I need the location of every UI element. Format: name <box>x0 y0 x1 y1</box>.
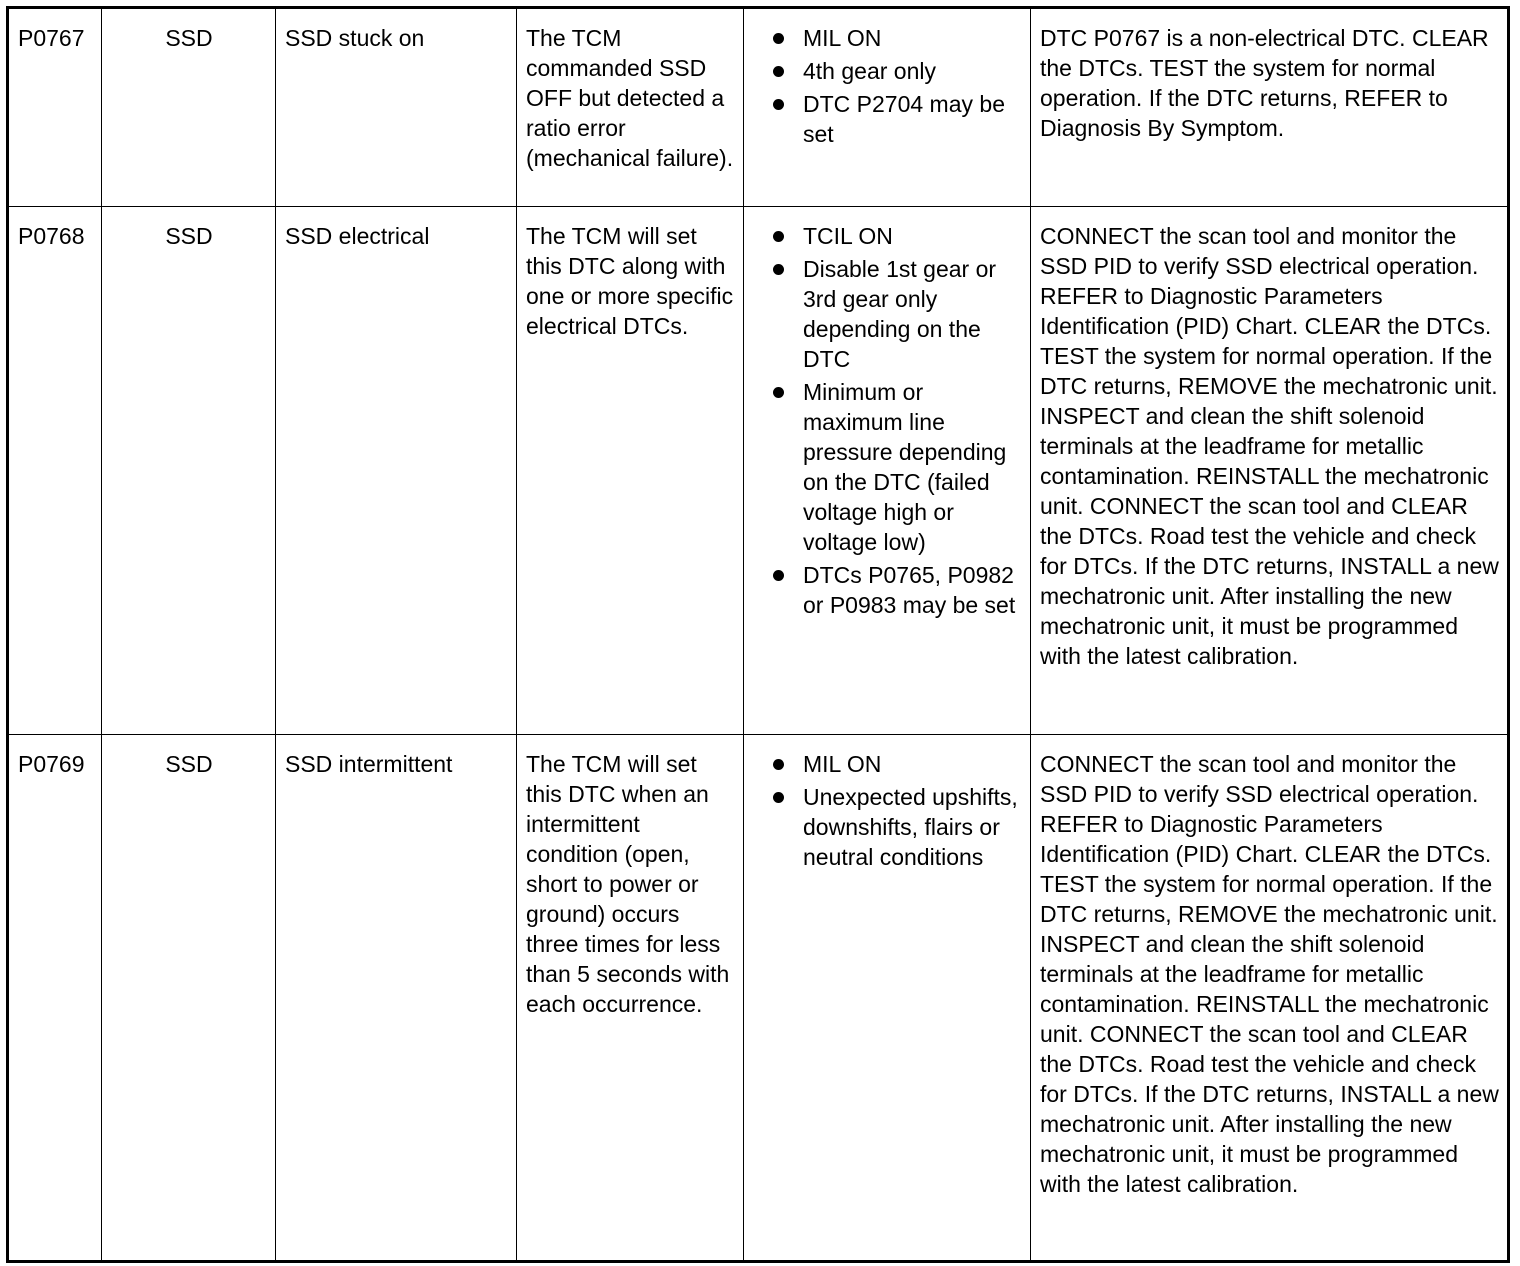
list-item <box>753 560 1022 620</box>
symptom-text: DTC P2704 may be set <box>803 91 1005 147</box>
list-item <box>753 89 1022 149</box>
bullet-icon <box>773 231 784 242</box>
symptom-text: Minimum or maximum line pressure depending on the DTC (failed voltage high or voltage low) <box>803 379 1007 555</box>
dtc-condition: The TCM will set this DTC along with one or more specific electrical DTCs. <box>517 207 744 735</box>
list-item <box>753 56 1022 86</box>
dtc-action: CONNECT the scan tool and monitor the SSD PID to verify SSD electrical operation. REFER to Diagnostic Parameters Identification (PID) Chart. CLEAR the DTCs. TEST the system for normal operation. If the DTC returns, REMOVE the mechatronic unit. INSPECT and clean the shift solenoid terminals at the leadframe for metallic contamination. REINSTALL the mechatronic unit. CONNECT the scan tool and CLEAR the DTCs. Road test the vehicle and check for DTCs. If the DTC returns, INSTALL a new mechatronic unit. After installing the new mechatronic unit, it must be programmed with the latest calibration. <box>1031 735 1509 1262</box>
list-item <box>753 254 1022 374</box>
list-item <box>753 221 1022 251</box>
table-row <box>8 8 1509 207</box>
symptom-text: Unexpected upshifts, downshifts, flairs or neutral conditions <box>803 784 1018 870</box>
bullet-icon <box>773 66 784 77</box>
dtc-code: P0768 <box>8 207 102 735</box>
dtc-system: SSD <box>102 207 276 735</box>
dtc-condition: The TCM commanded SSD OFF but detected a ratio error (mechanical failure). <box>517 8 744 207</box>
symptom-text: 4th gear only <box>803 58 936 84</box>
dtc-description: SSD intermittent <box>276 735 517 1262</box>
list-item <box>753 749 1022 779</box>
dtc-action: CONNECT the scan tool and monitor the SSD PID to verify SSD electrical operation. REFER to Diagnostic Parameters Identification (PID) Chart. CLEAR the DTCs. TEST the system for normal operation. If the DTC returns, REMOVE the mechatronic unit. INSPECT and clean the shift solenoid terminals at the leadframe for metallic contamination. REINSTALL the mechatronic unit. CONNECT the scan tool and CLEAR the DTCs. Road test the vehicle and check for DTCs. If the DTC returns, INSTALL a new mechatronic unit. After installing the new mechatronic unit, it must be programmed with the latest calibration. <box>1031 207 1509 735</box>
bullet-icon <box>773 570 784 581</box>
dtc-symptoms <box>744 207 1031 735</box>
symptom-list <box>753 749 1022 872</box>
symptom-text: Disable 1st gear or 3rd gear only depending on the DTC <box>803 256 997 372</box>
bullet-icon <box>773 792 784 803</box>
dtc-condition: The TCM will set this DTC when an intermittent condition (open, short to power or ground) occurs three times for less than 5 seconds with each occurrence. <box>517 735 744 1262</box>
symptom-list <box>753 221 1022 620</box>
symptom-text: MIL ON <box>803 25 882 51</box>
list-item <box>753 23 1022 53</box>
dtc-system: SSD <box>102 735 276 1262</box>
symptom-text: MIL ON <box>803 751 882 777</box>
bullet-icon <box>773 387 784 398</box>
bullet-icon <box>773 33 784 44</box>
dtc-code: P0767 <box>8 8 102 207</box>
list-item <box>753 782 1022 872</box>
symptom-list <box>753 23 1022 149</box>
table-row <box>8 735 1509 1262</box>
dtc-action: DTC P0767 is a non-electrical DTC. CLEAR the DTCs. TEST the system for normal operation. If the DTC returns, REFER to Diagnosis By Symptom. <box>1031 8 1509 207</box>
symptom-text: DTCs P0765, P0982 or P0983 may be set <box>803 562 1016 618</box>
table-row <box>8 207 1509 735</box>
dtc-system: SSD <box>102 8 276 207</box>
dtc-code: P0769 <box>8 735 102 1262</box>
dtc-symptoms <box>744 8 1031 207</box>
dtc-description: SSD stuck on <box>276 8 517 207</box>
dtc-symptoms <box>744 735 1031 1262</box>
list-item <box>753 377 1022 557</box>
symptom-text: TCIL ON <box>803 223 893 249</box>
dtc-table <box>6 6 1510 1263</box>
bullet-icon <box>773 759 784 770</box>
bullet-icon <box>773 264 784 275</box>
bullet-icon <box>773 99 784 110</box>
dtc-description: SSD electrical <box>276 207 517 735</box>
